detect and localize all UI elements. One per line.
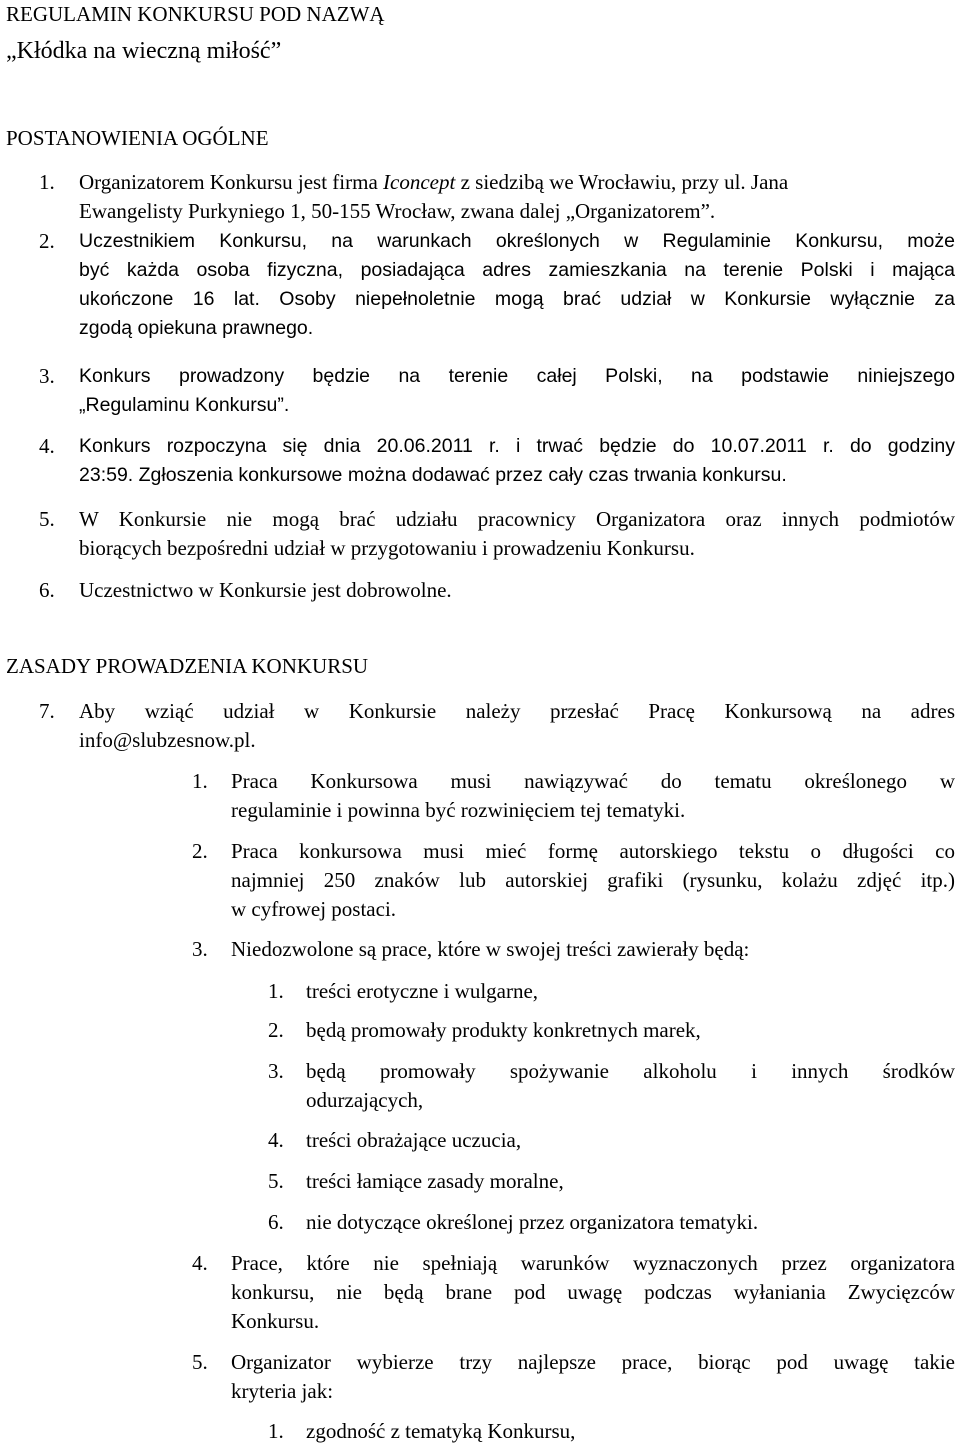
item-line: Praca konkursowa musi mieć formę autorskiego tekstu o długości co xyxy=(231,839,955,863)
item-line: „Regulaminu Konkursu”. xyxy=(79,394,290,416)
item-line: 23:59. Zgłoszenia konkursowe można dodawać przez cały czas trwania konkursu. xyxy=(79,464,787,486)
item-number: 7. xyxy=(39,699,55,723)
item-line: ukończone 16 lat. Osoby niepełnoletnie mogą brać udział w Konkursie wyłącznie za xyxy=(79,288,955,310)
sub-list-item xyxy=(231,1348,955,1406)
item-number: 5. xyxy=(39,507,55,531)
item-line: Niedozwolone są prace, które w swojej treści zawierały będą: xyxy=(231,937,750,961)
document-title: REGULAMIN KONKURSU POD NAZWĄ xyxy=(6,2,385,26)
subsubitem-number: 3. xyxy=(268,1059,284,1083)
email-address: info@slubzesnow.pl. xyxy=(79,728,256,752)
subsubitem-number: 1. xyxy=(268,1419,284,1443)
item-line: treści łamiące zasady moralne, xyxy=(306,1169,564,1193)
sub-list-item xyxy=(231,935,955,964)
list-item xyxy=(79,362,955,420)
list-item xyxy=(79,576,955,605)
item-line: zgodą opiekuna prawnego. xyxy=(79,317,314,339)
item-line: być każda osoba fizyczna, posiadająca adres zamieszkania na terenie Polski i mająca xyxy=(79,259,955,281)
item-number: 3. xyxy=(39,364,55,388)
item-line: regulaminie i powinna być rozwinięciem tej tematyki. xyxy=(231,798,686,822)
sub-sub-list-item xyxy=(306,1057,955,1115)
item-number: 2. xyxy=(39,229,55,253)
item-line: Aby wziąć udział w Konkursie należy przesłać Pracę Konkursową na adres xyxy=(79,699,955,723)
subitem-number: 4. xyxy=(192,1251,208,1275)
list-item xyxy=(79,432,955,490)
item-line: będą promowały produkty konkretnych marek, xyxy=(306,1018,701,1042)
item-line: Praca Konkursowa musi nawiązywać do tematu określonego w xyxy=(231,769,955,793)
item-line: Prace, które nie spełniają warunków wyznaczonych przez organizatora xyxy=(231,1251,955,1275)
item-line: Konkurs prowadzony będzie na terenie całej Polski, na podstawie niniejszego xyxy=(79,365,955,387)
item-number: 4. xyxy=(39,434,55,458)
item-line: biorących bezpośredni udział w przygotowaniu i prowadzeniu Konkursu. xyxy=(79,536,695,560)
sub-list-item xyxy=(231,1249,955,1336)
subitem-number: 5. xyxy=(192,1350,208,1374)
item-line: Konkursu. xyxy=(231,1309,320,1333)
sub-sub-list-item xyxy=(306,1208,955,1237)
list-item xyxy=(79,697,955,755)
item-line: Uczestnikiem Konkursu, na warunkach określonych w Regulaminie Konkursu, może xyxy=(79,230,955,252)
sub-list-item xyxy=(231,767,955,825)
item-line: Konkurs rozpoczyna się dnia 20.06.2011 r. i trwać będzie do 10.07.2011 r. do godziny xyxy=(79,435,955,457)
company-name: Iconcept xyxy=(383,170,456,194)
item-line: w cyfrowej postaci. xyxy=(231,897,397,921)
subitem-number: 2. xyxy=(192,839,208,863)
item-line: najmniej 250 znaków lub autorskiej grafiki (rysunku, kolażu zdjęć itp.) xyxy=(231,868,955,892)
subitem-number: 1. xyxy=(192,769,208,793)
subsubitem-number: 4. xyxy=(268,1128,284,1152)
item-line: Ewangelisty Purkyniego 1, 50-155 Wrocław, zwana dalej „Organizatorem”. xyxy=(79,199,716,223)
sub-sub-list-item xyxy=(306,1167,955,1196)
list-item xyxy=(79,168,955,226)
item-line: zgodność z tematyką Konkursu, xyxy=(306,1419,576,1443)
item-line: treści obrażające uczucia, xyxy=(306,1128,522,1152)
item-number: 1. xyxy=(39,170,55,194)
subsubitem-number: 2. xyxy=(268,1018,284,1042)
subsubitem-number: 6. xyxy=(268,1210,284,1234)
item-line: odurzających, xyxy=(306,1088,424,1112)
item-line: Uczestnictwo w Konkursie jest dobrowolne. xyxy=(79,578,452,602)
item-line: Organizator wybierze trzy najlepsze prace, biorąc pod uwagę takie xyxy=(231,1350,955,1374)
item-line: konkursu, nie będą brane pod uwagę podczas wyłaniania Zwycięzców xyxy=(231,1280,955,1304)
section-heading-general: POSTANOWIENIA OGÓLNE xyxy=(6,126,269,150)
section-heading-rules: ZASADY PROWADZENIA KONKURSU xyxy=(6,654,369,678)
subsubitem-number: 5. xyxy=(268,1169,284,1193)
sub-list-item xyxy=(231,837,955,924)
item-line: będą promowały spożywanie alkoholu i innych środków xyxy=(306,1059,955,1083)
item-line: treści erotyczne i wulgarne, xyxy=(306,979,539,1003)
list-item xyxy=(79,227,955,343)
sub-sub-list-item xyxy=(306,1016,955,1045)
sub-sub-list-item xyxy=(306,1417,955,1446)
item-line: W Konkursie nie mogą brać udziału pracownicy Organizatora oraz innych podmiotów xyxy=(79,507,955,531)
item-line: Organizatorem Konkursu jest firma Iconcept z siedzibą we Wrocławiu, przy ul. Jana xyxy=(79,170,789,194)
list-item xyxy=(79,505,955,563)
item-line: nie dotyczące określonej przez organizatora tematyki. xyxy=(306,1210,759,1234)
sub-sub-list-item xyxy=(306,1126,955,1155)
sub-sub-list-item xyxy=(306,977,955,1006)
subitem-number: 3. xyxy=(192,937,208,961)
document-subtitle: „Kłódka na wieczną miłość” xyxy=(6,38,282,64)
item-number: 6. xyxy=(39,578,55,602)
subsubitem-number: 1. xyxy=(268,979,284,1003)
item-line: kryteria jak: xyxy=(231,1379,334,1403)
